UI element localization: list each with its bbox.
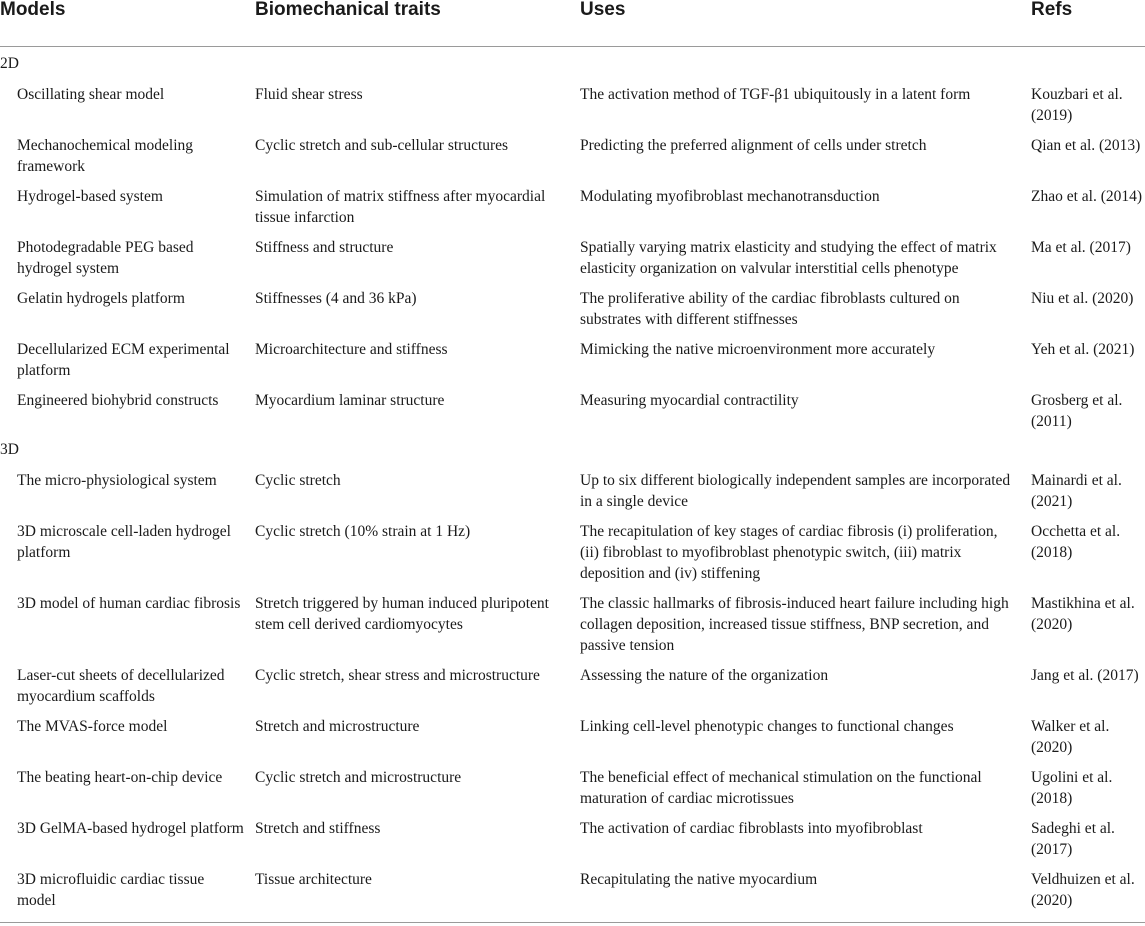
section-label-2d: 2D (0, 55, 19, 72)
model-cell: Mechanochemical modeling framework (17, 137, 194, 175)
trait-cell: Stiffness and structure (255, 239, 394, 256)
ref-cell: Yeh et al. (2021) (1031, 341, 1135, 358)
ref-cell: Niu et al. (2020) (1031, 290, 1134, 307)
model-cell: Hydrogel-based system (17, 188, 163, 205)
uses-cell: Mimicking the native microenvironment more accurately (580, 341, 936, 358)
trait-cell: Stretch and microstructure (255, 718, 420, 735)
uses-cell: Modulating myofibroblast mechanotransduction (580, 188, 880, 205)
model-cell: Laser-cut sheets of decellularized myocardium scaffolds (17, 667, 225, 705)
table-bottom-rule (0, 922, 1145, 923)
header-refs: Refs (1031, 0, 1073, 20)
model-cell: 3D microfluidic cardiac tissue model (17, 871, 205, 909)
trait-cell: Stiffnesses (4 and 36 kPa) (255, 290, 417, 307)
trait-cell: Cyclic stretch and sub-cellular structures (255, 137, 509, 154)
uses-cell: The classic hallmarks of fibrosis-induced heart failure including high collagen deposition, increased tissue stiffness, BNP secretion, and passive tension (580, 595, 1009, 654)
model-cell: Gelatin hydrogels platform (17, 290, 185, 307)
uses-cell: Assessing the nature of the organization (580, 667, 829, 684)
ref-cell: Grosberg et al. (2011) (1031, 392, 1123, 430)
uses-cell: The recapitulation of key stages of cardiac fibrosis (i) proliferation, (ii) fibroblast to myofibroblast phenotypic switch, (iii) matrix deposition and (iv) stiffening (580, 523, 998, 582)
uses-cell: Measuring myocardial contractility (580, 392, 799, 409)
ref-cell: Occhetta et al. (2018) (1031, 523, 1121, 561)
trait-cell: Stretch triggered by human induced pluripotent stem cell derived cardiomyocytes (255, 595, 549, 633)
model-cell: The beating heart-on-chip device (17, 769, 223, 786)
ref-cell: Veldhuizen et al. (2020) (1031, 871, 1135, 909)
ref-cell: Zhao et al. (2014) (1031, 188, 1143, 205)
uses-cell: The activation method of TGF-β1 ubiquitously in a latent form (580, 86, 971, 103)
ref-cell: Kouzbari et al. (2019) (1031, 86, 1123, 124)
model-cell: 3D GelMA-based hydrogel platform (17, 820, 244, 837)
uses-cell: The beneficial effect of mechanical stimulation on the functional maturation of cardiac microtissues (580, 769, 982, 807)
trait-cell: Tissue architecture (255, 871, 372, 888)
uses-cell: Recapitulating the native myocardium (580, 871, 818, 888)
model-cell: Engineered biohybrid constructs (17, 392, 219, 409)
ref-cell: Qian et al. (2013) (1031, 137, 1141, 154)
uses-cell: Up to six different biologically independent samples are incorporated in a single device (580, 472, 1011, 510)
trait-cell: Cyclic stretch (10% strain at 1 Hz) (255, 523, 471, 540)
trait-cell: Cyclic stretch (255, 472, 341, 489)
trait-cell: Stretch and stiffness (255, 820, 381, 837)
trait-cell: Microarchitecture and stiffness (255, 341, 448, 358)
ref-cell: Jang et al. (2017) (1031, 667, 1139, 684)
trait-cell: Simulation of matrix stiffness after myocardial tissue infarction (255, 188, 546, 226)
uses-cell: The proliferative ability of the cardiac fibroblasts cultured on substrates with different stiffnesses (580, 290, 960, 328)
model-cell: 3D model of human cardiac fibrosis (17, 595, 241, 612)
table-header (0, 0, 1145, 47)
model-cell: The MVAS-force model (17, 718, 168, 735)
model-cell: Decellularized ECM experimental platform (17, 341, 230, 379)
header-models: Models (0, 0, 66, 20)
section-label-3d: 3D (0, 441, 19, 458)
trait-cell: Cyclic stretch, shear stress and microstructure (255, 667, 540, 684)
model-cell: 3D microscale cell-laden hydrogel platform (17, 523, 231, 561)
uses-cell: Predicting the preferred alignment of cells under stretch (580, 137, 927, 154)
trait-cell: Cyclic stretch and microstructure (255, 769, 462, 786)
uses-cell: Linking cell-level phenotypic changes to functional changes (580, 718, 954, 735)
model-cell: Oscillating shear model (17, 86, 165, 103)
ref-cell: Ma et al. (2017) (1031, 239, 1131, 256)
header-uses: Uses (580, 0, 626, 20)
ref-cell: Walker et al. (2020) (1031, 718, 1110, 756)
ref-cell: Mastikhina et al. (2020) (1031, 595, 1135, 633)
ref-cell: Ugolini et al. (2018) (1031, 769, 1113, 807)
model-cell: The micro-physiological system (17, 472, 217, 489)
header-biomechanical-traits: Biomechanical traits (255, 0, 441, 20)
uses-cell: The activation of cardiac fibroblasts into myofibroblast (580, 820, 923, 837)
trait-cell: Myocardium laminar structure (255, 392, 445, 409)
ref-cell: Mainardi et al. (2021) (1031, 472, 1122, 510)
model-cell: Photodegradable PEG based hydrogel system (17, 239, 194, 277)
uses-cell: Spatially varying matrix elasticity and studying the effect of matrix elasticity organization on valvular interstitial cells phenotype (580, 239, 997, 277)
trait-cell: Fluid shear stress (255, 86, 363, 103)
ref-cell: Sadeghi et al. (2017) (1031, 820, 1115, 858)
